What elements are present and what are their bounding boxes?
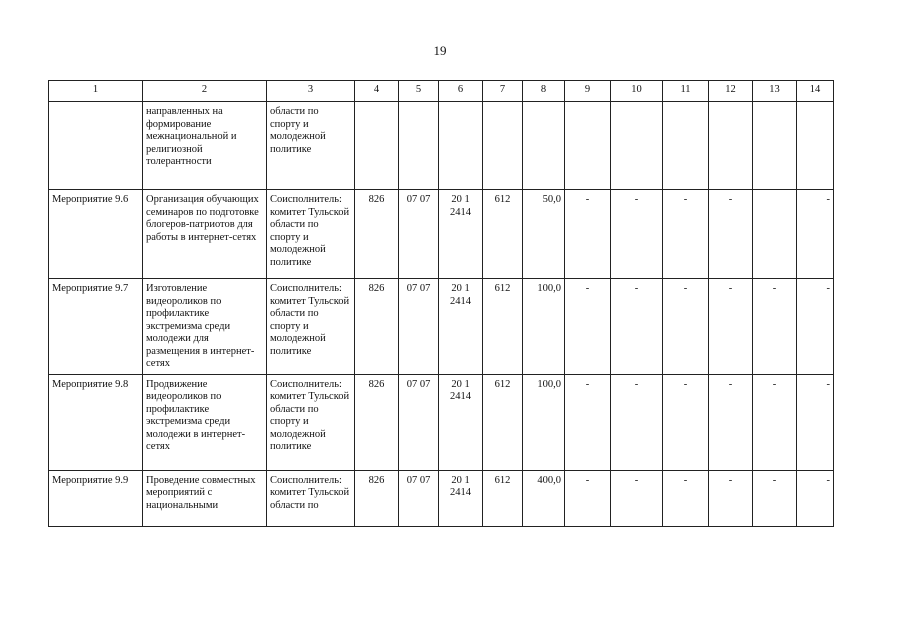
table-cell bbox=[797, 102, 834, 190]
table-cell: 07 07 bbox=[399, 470, 439, 526]
executor-cell: области по спорту и молодежной политике bbox=[267, 102, 355, 190]
table-cell bbox=[483, 102, 523, 190]
table-cell: - bbox=[611, 279, 663, 375]
table-cell: 612 bbox=[483, 374, 523, 470]
executor-cell: Соисполнитель: комитет Тульской области по bbox=[267, 470, 355, 526]
table-cell: 07 07 bbox=[399, 374, 439, 470]
table-cell: - bbox=[565, 470, 611, 526]
header-cell: 1 bbox=[49, 81, 143, 102]
table-cell: - bbox=[565, 279, 611, 375]
table-cell: 612 bbox=[483, 279, 523, 375]
table-cell bbox=[753, 102, 797, 190]
table-cell: - bbox=[753, 279, 797, 375]
table-cell bbox=[709, 102, 753, 190]
table-cell: - bbox=[611, 190, 663, 279]
header-cell: 6 bbox=[439, 81, 483, 102]
table-cell: 100,0 bbox=[523, 279, 565, 375]
table-cell: - bbox=[797, 279, 834, 375]
table-cell bbox=[523, 102, 565, 190]
table-row bbox=[49, 279, 834, 375]
table-cell: - bbox=[709, 279, 753, 375]
header-cell: 13 bbox=[753, 81, 797, 102]
table-cell: 07 07 bbox=[399, 279, 439, 375]
executor-cell: Соисполнитель: комитет Тульской области по спорту и молодежной политике bbox=[267, 374, 355, 470]
header-cell: 7 bbox=[483, 81, 523, 102]
table-cell: 20 1 2414 bbox=[439, 470, 483, 526]
page-number: 19 bbox=[433, 43, 447, 58]
executor-cell: Соисполнитель: комитет Тульской области по спорту и молодежной политике bbox=[267, 279, 355, 375]
executor-cell: Соисполнитель: комитет Тульской области по спорту и молодежной политике bbox=[267, 190, 355, 279]
table-row bbox=[49, 374, 834, 470]
event-id-cell: Мероприятие 9.9 bbox=[49, 470, 143, 526]
table-cell bbox=[565, 102, 611, 190]
table-row bbox=[49, 470, 834, 526]
table-cell: - bbox=[663, 470, 709, 526]
table-cell: - bbox=[663, 374, 709, 470]
header-cell: 14 bbox=[797, 81, 834, 102]
header-row bbox=[49, 81, 834, 102]
event-name-cell: направленных на формирование межнациональной и религиозной толерантности bbox=[143, 102, 267, 190]
table-cell: 826 bbox=[355, 374, 399, 470]
table-cell bbox=[753, 190, 797, 279]
header-cell: 3 bbox=[267, 81, 355, 102]
table-cell: - bbox=[753, 374, 797, 470]
header-cell: 4 bbox=[355, 81, 399, 102]
table-cell: - bbox=[709, 190, 753, 279]
table-cell: 20 1 2414 bbox=[439, 374, 483, 470]
event-name-cell: Проведение совместных мероприятий с национальными bbox=[143, 470, 267, 526]
table-cell: - bbox=[565, 374, 611, 470]
header-cell: 2 bbox=[143, 81, 267, 102]
event-name-cell: Изготовление видеороликов по профилактике экстремизма среди молодежи для размещения в интернет-сетях bbox=[143, 279, 267, 375]
table-cell: 20 1 2414 bbox=[439, 279, 483, 375]
event-id-cell: Мероприятие 9.6 bbox=[49, 190, 143, 279]
event-name-cell: Организация обучающих семинаров по подготовке блогеров-патриотов для работы в интернет-сетях bbox=[143, 190, 267, 279]
table-cell bbox=[439, 102, 483, 190]
table-cell bbox=[355, 102, 399, 190]
table-cell: 100,0 bbox=[523, 374, 565, 470]
header-cell: 5 bbox=[399, 81, 439, 102]
event-id-cell: Мероприятие 9.7 bbox=[49, 279, 143, 375]
table-cell: - bbox=[611, 470, 663, 526]
table-cell: 50,0 bbox=[523, 190, 565, 279]
event-id-cell bbox=[49, 102, 143, 190]
event-id-cell: Мероприятие 9.8 bbox=[49, 374, 143, 470]
table-cell: - bbox=[797, 190, 834, 279]
table-cell bbox=[399, 102, 439, 190]
table-cell: - bbox=[611, 374, 663, 470]
header-cell: 9 bbox=[565, 81, 611, 102]
table-cell: - bbox=[663, 190, 709, 279]
table-cell: 612 bbox=[483, 470, 523, 526]
budget-table bbox=[48, 80, 834, 527]
table-cell: 826 bbox=[355, 279, 399, 375]
header-cell: 10 bbox=[611, 81, 663, 102]
table-cell: - bbox=[709, 470, 753, 526]
table-cell: 612 bbox=[483, 190, 523, 279]
table-cell: 20 1 2414 bbox=[439, 190, 483, 279]
table-cell: - bbox=[709, 374, 753, 470]
header-cell: 8 bbox=[523, 81, 565, 102]
table-cell: 826 bbox=[355, 470, 399, 526]
table-cell bbox=[611, 102, 663, 190]
event-name-cell: Продвижение видеороликов по профилактике экстремизма среди молодежи в интернет-сетях bbox=[143, 374, 267, 470]
table-cell: - bbox=[797, 470, 834, 526]
table-cell: 07 07 bbox=[399, 190, 439, 279]
table-cell: - bbox=[753, 470, 797, 526]
header-cell: 12 bbox=[709, 81, 753, 102]
table-cell: - bbox=[565, 190, 611, 279]
header-cell: 11 bbox=[663, 81, 709, 102]
table-cell: - bbox=[797, 374, 834, 470]
table-cell: 826 bbox=[355, 190, 399, 279]
table-row bbox=[49, 190, 834, 279]
table-row bbox=[49, 102, 834, 190]
table-cell: 400,0 bbox=[523, 470, 565, 526]
table-cell bbox=[663, 102, 709, 190]
table-cell: - bbox=[663, 279, 709, 375]
